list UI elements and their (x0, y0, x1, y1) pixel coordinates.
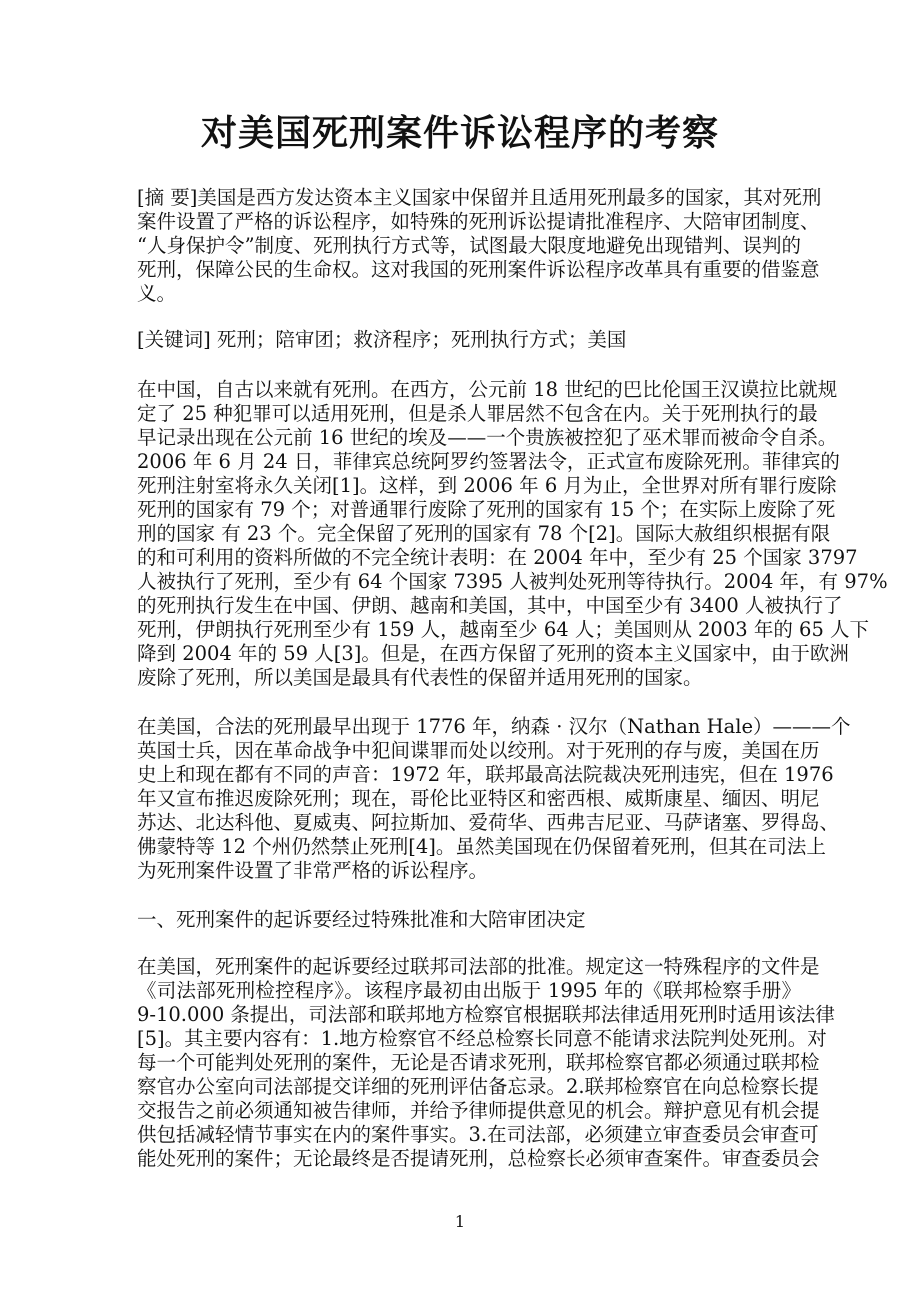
paragraph-line: 9-10.000 条提出，司法部和联邦地方检察官根据联邦法律适用死刑时适用该法律 (137, 1003, 835, 1026)
section-1-heading: 一、死刑案件的起诉要经过特殊批准和大陪审团决定 (137, 908, 586, 931)
paragraph-line: 的和可利用的资料所做的不完全统计表明：在 2004 年中，至少有 25 个国家 3797 (137, 546, 858, 569)
paragraph-line: 早记录出现在公元前 16 世纪的埃及——一个贵族被控犯了巫术罪而被命令自杀。 (137, 426, 838, 449)
paragraph-line: 废除了死刑，所以美国是最具有代表性的保留并适用死刑的国家。 (137, 666, 703, 689)
paragraph-line: 为死刑案件设置了非常严格的诉讼程序。 (137, 859, 489, 882)
abstract-line: 案件设置了严格的诉讼程序，如特殊的死刑诉讼提请批准程序、大陪审团制度、 (137, 210, 820, 233)
paragraph-line: 2006 年 6 月 24 日，菲律宾总统阿罗约签署法令，正式宣布废除死刑。菲律宾的 (137, 450, 840, 473)
paragraph-line: 能处死刑的案件；无论最终是否提请死刑，总检察长必须审查案件。审查委员会 (137, 1147, 820, 1170)
paragraph-2 (137, 715, 851, 883)
paragraph-line: 的死刑执行发生在中国、伊朗、越南和美国，其中，中国至少有 3400 人被执行了 (137, 594, 843, 617)
page-number: 1 (454, 1212, 466, 1231)
paragraph-line: 刑的国家 有 23 个。完全保留了死刑的国家有 78 个[2]。国际大赦组织根据有限 (137, 522, 831, 545)
paragraph-1 (137, 378, 888, 690)
paragraph-line: 定了 25 种犯罪可以适用死刑，但是杀人罪居然不包含在内。关于死刑执行的最 (137, 402, 818, 425)
paragraph-line: 英国士兵，因在革命战争中犯间谍罪而处以绞刑。对于死刑的存与废，美国在历 (137, 739, 820, 762)
keywords (137, 328, 801, 352)
paragraph-line: 死刑注射室将永久关闭[1]。这样，到 2006 年 6 月为止，全世界对所有罪行废除 (137, 474, 837, 497)
paragraph-line: 年又宣布推迟废除死刑；现在，哥伦比亚特区和密西根、威斯康星、缅因、明尼 (137, 787, 820, 810)
paragraph-line: 在中国，自古以来就有死刑。在西方，公元前 18 世纪的巴比伦国王汉谟拉比就规 (137, 378, 838, 401)
paragraph-3 (137, 955, 835, 1171)
abstract-line: “人身保护令”制度、死刑执行方式等，试图最大限度地避免出现错判、误判的 (137, 234, 801, 257)
paragraph-line: 佛蒙特等 12 个州仍然禁止死刑[4]。虽然美国现在仍保留着死刑，但其在司法上 (137, 835, 826, 858)
paragraph-line: 供包括减轻情节事实在内的案件事实。3.在司法部，必须建立审查委员会审查可 (137, 1123, 819, 1146)
paragraph-line: 交报告之前必须通知被告律师，并给予律师提供意见的机会。辩护意见有机会提 (137, 1099, 820, 1122)
abstract-line: 死刑，保障公民的生命权。这对我国的死刑案件诉讼程序改革具有重要的借鉴意 (137, 258, 820, 281)
abstract (137, 186, 822, 306)
section-heading (137, 908, 801, 932)
paragraph-line: 人被执行了死刑，至少有 64 个国家 7395 人被判处死刑等待执行。2004 年，有 97% (137, 570, 888, 593)
paragraph-line: 死刑，伊朗执行死刑至少有 159 人，越南至少 64 人；美国则从 2003 年的 65 人下 (137, 618, 870, 641)
paragraph-line: 察官办公室向司法部提交详细的死刑评估备忘录。2.联邦检察官在向总检察长提 (137, 1075, 819, 1098)
paragraph-line: 在美国，死刑案件的起诉要经过联邦司法部的批准。规定这一特殊程序的文件是 (137, 955, 820, 978)
abstract-line: [摘 要]美国是西方发达资本主义国家中保留并且适用死刑最多的国家，其对死刑 (137, 186, 822, 209)
paragraph-line: [5]。其主要内容有：1.地方检察官不经总检察长同意不能请求法院判处死刑。对 (137, 1027, 827, 1050)
paragraph-line: 《司法部死刑检控程序》。该程序最初由出版于 1995 年的《联邦检察手册》 (137, 979, 801, 1002)
paragraph-line: 降到 2004 年的 59 人[3]。但是，在西方保留了死刑的资本主义国家中，由于欧洲 (137, 642, 849, 665)
paragraph-line: 史上和现在都有不同的声音：1972 年，联邦最高法院裁决死刑违宪，但在 1976 (137, 763, 834, 786)
abstract-line: 义。 (137, 282, 177, 305)
paragraph-line: 苏达、北达科他、夏威夷、阿拉斯加、爱荷华、西弗吉尼亚、马萨诸塞、罗得岛、 (137, 811, 840, 834)
keywords-line: [关键词] 死刑；陪审团；救济程序；死刑执行方式；美国 (137, 328, 627, 351)
paragraph-line: 在美国，合法的死刑最早出现于 1776 年，纳森 · 汉尔（Nathan Hale）———个 (137, 715, 851, 738)
paragraph-line: 每一个可能判处死刑的案件，无论是否请求死刑，联邦检察官都必须通过联邦检 (137, 1051, 820, 1074)
document-title: 对美国死刑案件诉讼程序的考察 (200, 113, 719, 154)
paragraph-line: 死刑的国家有 79 个；对普通罪行废除了死刑的国家有 15 个；在实际上废除了死 (137, 498, 836, 521)
